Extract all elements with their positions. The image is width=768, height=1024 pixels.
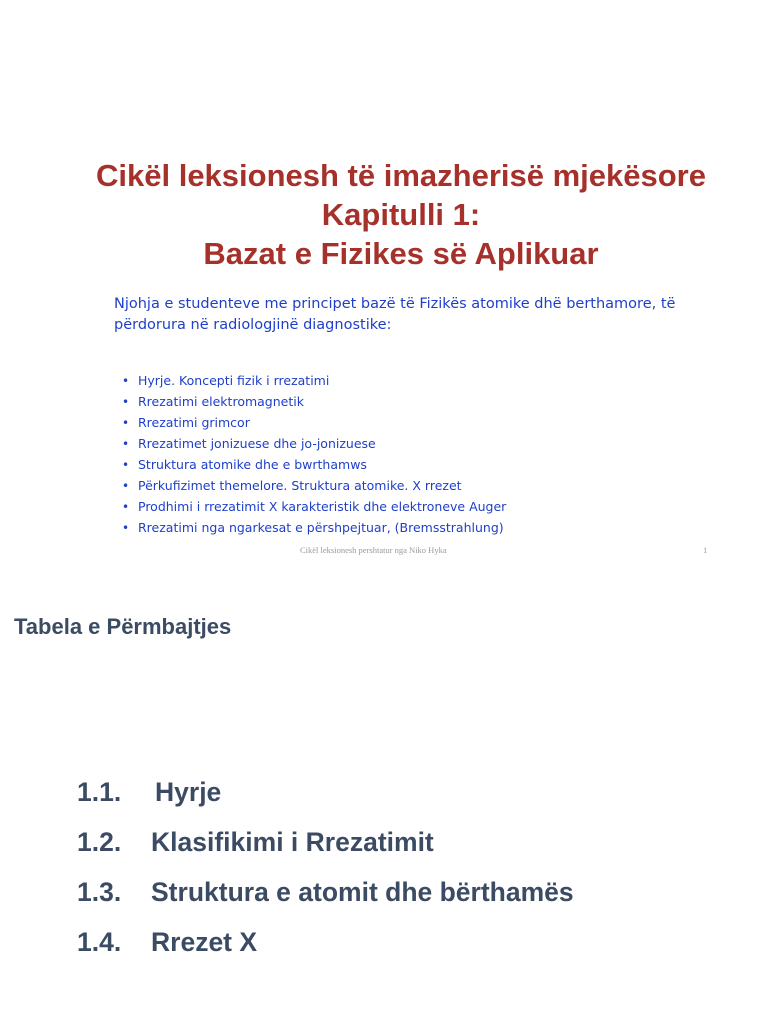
- bullet-icon: •: [122, 374, 130, 388]
- toc-item-label: Klasifikimi i Rrezatimit: [151, 827, 434, 857]
- toc-heading: Tabela e Përmbajtjes: [14, 614, 232, 639]
- bullet-list: [122, 370, 506, 538]
- bullet-text: Rrezatimi elektromagnetik: [138, 394, 304, 409]
- bullet-item: [122, 496, 506, 517]
- bullet-text: Rrezatimet jonizuese dhe jo-jonizuese: [138, 436, 376, 451]
- bullet-text: Prodhimi i rrezatimit X karakteristik dhe elektroneve Auger: [138, 499, 507, 514]
- bullet-item: [122, 454, 506, 475]
- slide-intro: Njohja e studenteve me principet bazë të Fizikës atomike dhë berthamore, të përdorura në radiologjinë diagnostike:: [114, 296, 676, 333]
- page-number: 1: [703, 545, 708, 555]
- bullet-text: Hyrje. Koncepti fizik i rrezatimi: [138, 373, 330, 388]
- toc-item-label: Hyrje: [155, 777, 222, 807]
- toc-item-number: 1.2.: [77, 827, 122, 857]
- slide-title: [0, 156, 768, 273]
- toc-item-number: 1.1.: [77, 777, 122, 807]
- bullet-item: [122, 391, 506, 412]
- bullet-item: [122, 433, 506, 454]
- bullet-icon: •: [122, 416, 130, 430]
- slide-footer: Cikël leksionesh pershtatur nga Niko Hyka: [300, 545, 447, 555]
- toc-item: [77, 922, 574, 972]
- bullet-icon: •: [122, 395, 130, 409]
- bullet-icon: •: [122, 458, 130, 472]
- bullet-text: Struktura atomike dhe e bwrthamws: [138, 457, 367, 472]
- bullet-icon: •: [122, 479, 130, 493]
- bullet-text: Përkufizimet themelore. Struktura atomike. X rrezet: [138, 478, 462, 493]
- title-line-3: Bazat e Fizikes së Aplikuar: [203, 236, 599, 271]
- toc-list: [77, 772, 574, 972]
- bullet-text: Rrezatimi nga ngarkesat e përshpejtuar, (Bremsstrahlung): [138, 520, 504, 535]
- bullet-icon: •: [122, 500, 130, 514]
- bullet-item: [122, 412, 506, 433]
- toc-item-label: Struktura e atomit dhe bërthamës: [151, 877, 574, 907]
- bullet-item: [122, 475, 506, 496]
- title-line-1: Cikël leksionesh të imazherisë mjekësore: [96, 158, 706, 193]
- toc-item-number: 1.3.: [77, 877, 122, 907]
- bullet-item: [122, 370, 506, 391]
- bullet-item: [122, 517, 506, 538]
- toc-item: [77, 822, 574, 872]
- toc-item-label: Rrezet X: [151, 927, 258, 957]
- toc-item-number: 1.4.: [77, 927, 122, 957]
- bullet-text: Rrezatimi grimcor: [138, 415, 250, 430]
- toc-item: [77, 772, 574, 822]
- title-line-2: Kapitulli 1:: [321, 197, 481, 232]
- toc-item: [77, 872, 574, 922]
- bullet-icon: •: [122, 437, 130, 451]
- bullet-icon: •: [122, 521, 130, 535]
